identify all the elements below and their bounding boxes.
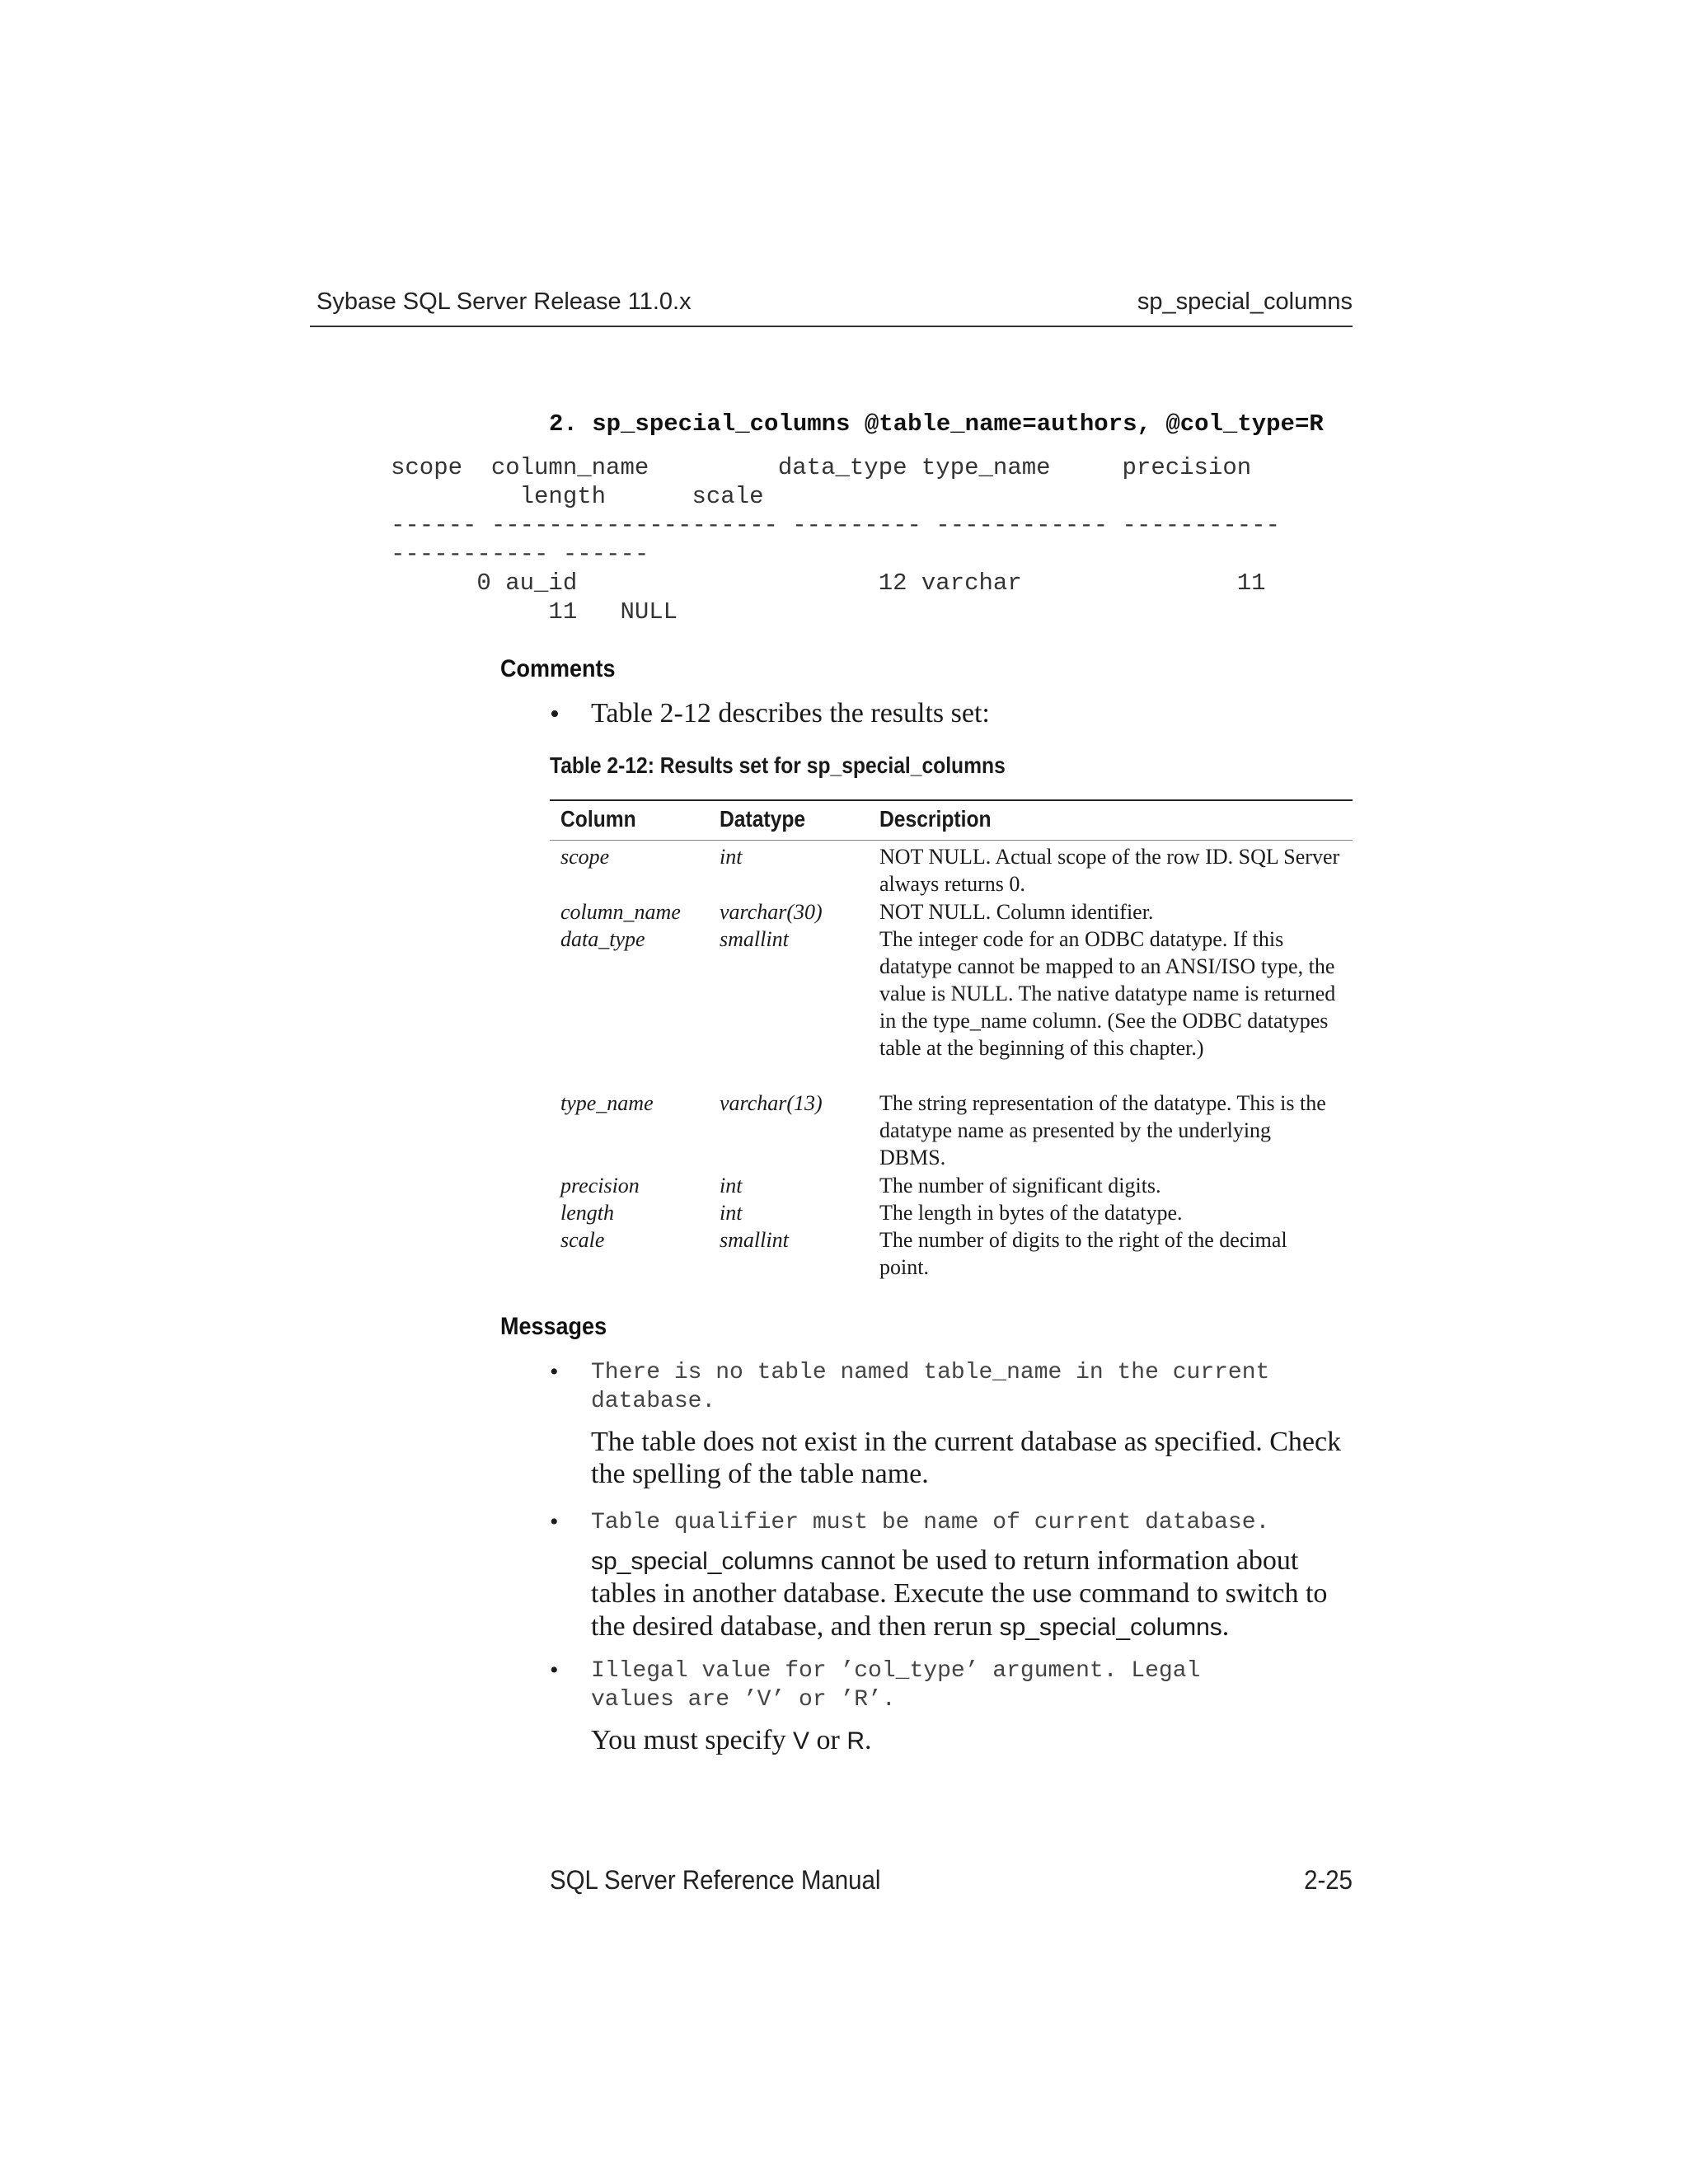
running-header-title: Sybase SQL Server Release 11.0.x: [316, 288, 692, 315]
cell-description: The number of digits to the right of the decimal point.: [879, 1228, 1287, 1279]
value-v: V: [792, 1727, 809, 1755]
cell-column: scale: [560, 1228, 605, 1252]
cell-datatype: smallint: [720, 927, 789, 951]
cell-column: scope: [560, 845, 610, 869]
cell-description: The number of significant digits.: [879, 1174, 1161, 1197]
cell-column: precision: [560, 1174, 640, 1197]
cell-datatype: int: [720, 1174, 743, 1197]
cell-column: data_type: [560, 927, 645, 951]
proc-name: sp_special_columns: [591, 1548, 814, 1575]
message-code: Table qualifier must be name of current database.: [591, 1510, 1270, 1535]
example-title: 2. sp_special_columns @table_name=authors, @col_type=R: [549, 410, 1324, 438]
running-header-section: sp_special_columns: [1137, 288, 1353, 315]
cell-datatype: int: [720, 1201, 743, 1225]
text-segment: cannot be used to return information about tables in another database. Execute the: [591, 1545, 1299, 1609]
table-caption: Table 2-12: Results set for sp_special_columns: [550, 752, 1006, 778]
text-segment: or: [809, 1725, 847, 1755]
text-segment: .: [864, 1725, 872, 1755]
bullet-marker: •: [550, 1657, 559, 1684]
table-header-rule: [550, 840, 1353, 841]
cell-column: type_name: [560, 1091, 654, 1115]
comments-bullet-text: Table 2-12 describes the results set:: [591, 698, 990, 729]
cell-datatype: varchar(13): [720, 1091, 823, 1115]
command-name: use: [1032, 1581, 1072, 1608]
proc-name: sp_special_columns: [999, 1614, 1222, 1641]
message-explanation: [591, 1544, 1357, 1643]
comments-heading: Comments: [500, 655, 616, 682]
table-top-rule: [550, 799, 1353, 801]
example-output: scope column_name data_type type_name precision length scale ------ -------------------- --------- ------------ ----------- ----------- ------ 0 au_id 12 varchar 11 11 NULL: [391, 454, 1280, 626]
table-header-description: Description: [879, 806, 992, 832]
footer-title: SQL Server Reference Manual: [550, 1865, 881, 1895]
cell-datatype: int: [720, 845, 743, 869]
cell-column: column_name: [560, 900, 681, 924]
value-r: R: [846, 1727, 865, 1755]
cell-datatype: varchar(30): [720, 900, 823, 924]
table-header-datatype: Datatype: [720, 806, 806, 832]
bullet-marker: •: [550, 699, 560, 729]
cell-description: The string representation of the datatype. This is the datatype name as presented by the underlying DBMS.: [879, 1091, 1326, 1169]
cell-description: NOT NULL. Actual scope of the row ID. SQL Server always returns 0.: [879, 845, 1340, 896]
text-segment: You must specify: [591, 1725, 793, 1755]
message-code: Illegal value for ’col_type’ argument. Legal values are ’V’ or ’R’.: [591, 1658, 1201, 1713]
bullet-marker: •: [550, 1358, 559, 1385]
cell-description: The integer code for an ODBC datatype. If this datatype cannot be mapped to an ANSI/ISO type, the value is NULL. The native datatype name is returned in the type_name column. (See the ODBC datatypes table at the beginning of this chapter.): [879, 927, 1336, 1060]
text-segment: command to switch to the desired database, and then rerun: [591, 1578, 1328, 1642]
cell-datatype: smallint: [720, 1228, 789, 1252]
text-segment: .: [1221, 1611, 1230, 1642]
cell-description: The length in bytes of the datatype.: [879, 1201, 1183, 1225]
table-header-column: Column: [560, 806, 636, 832]
cell-column: length: [560, 1201, 614, 1225]
message-code: There is no table named table_name in the current database.: [591, 1360, 1270, 1414]
message-explanation: The table does not exist in the current database as specified. Check the spelling of the table name.: [591, 1427, 1342, 1489]
bullet-marker: •: [550, 1508, 559, 1535]
messages-heading: Messages: [500, 1313, 607, 1340]
header-rule: [310, 326, 1353, 327]
page-number: 2-25: [1304, 1865, 1353, 1895]
cell-description: NOT NULL. Column identifier.: [879, 900, 1154, 924]
message-explanation: [591, 1724, 1357, 1757]
